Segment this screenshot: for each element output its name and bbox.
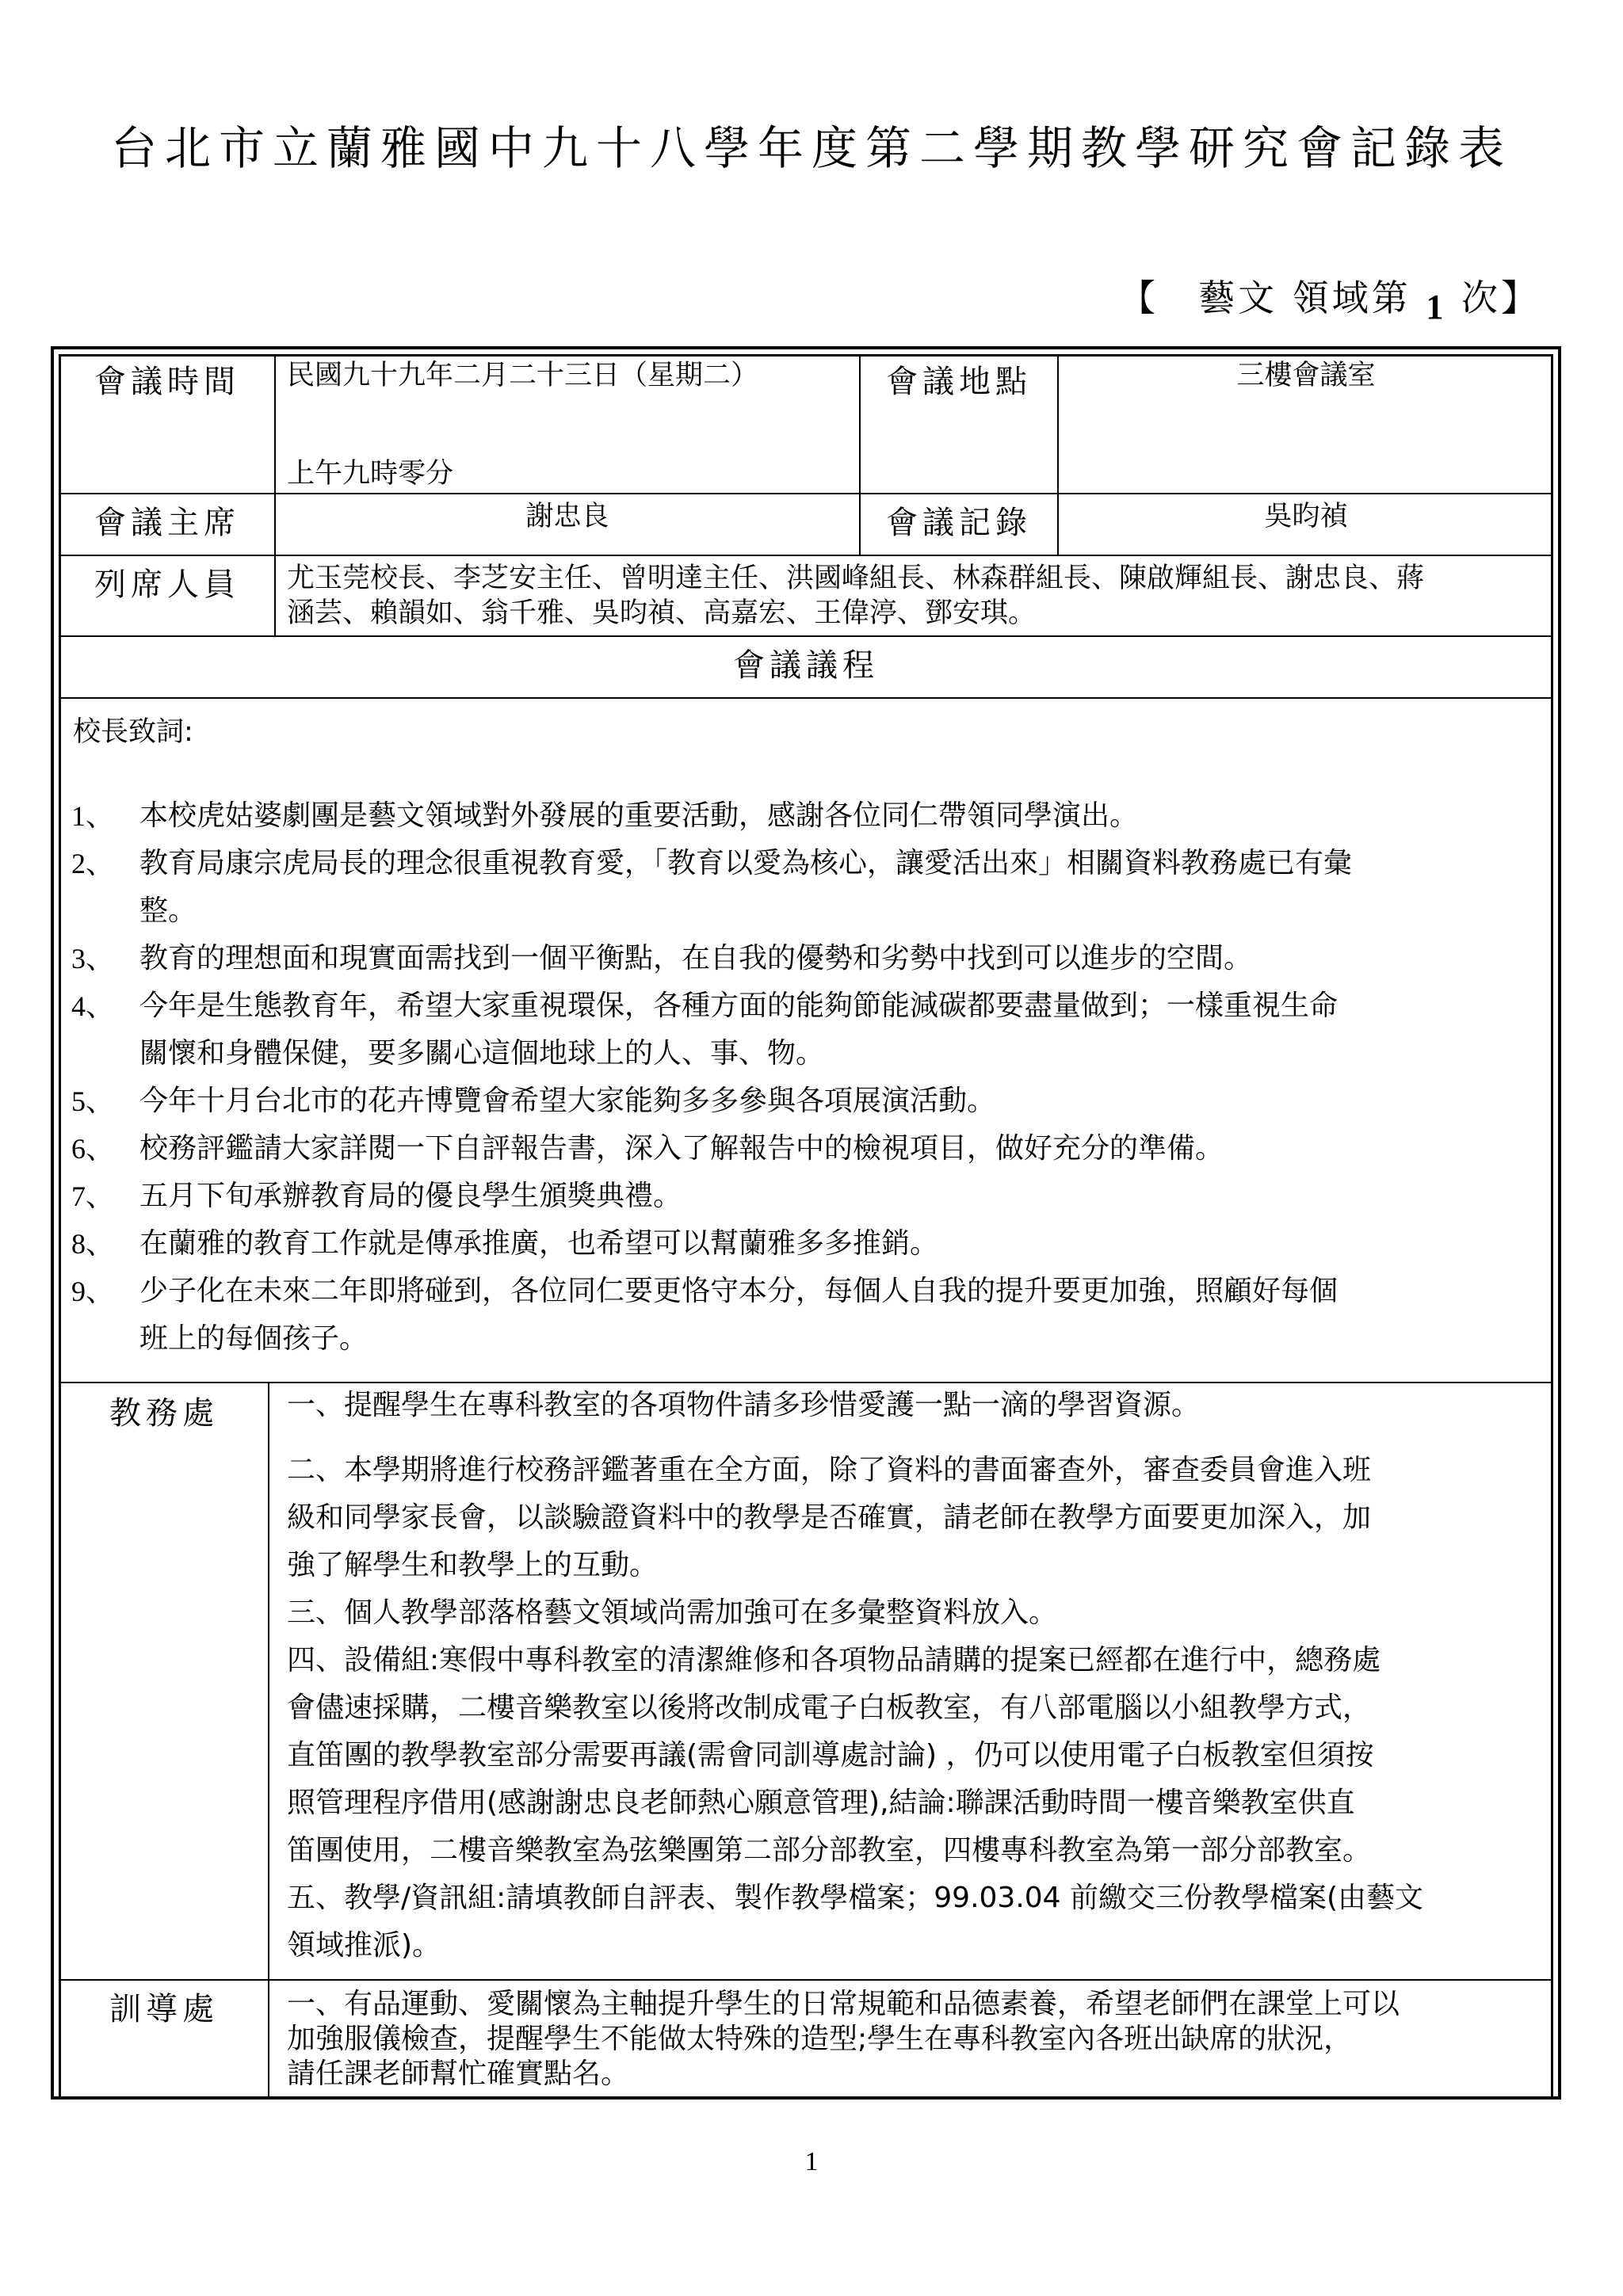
attendees-line-2: 涵芸、賴韻如、翁千雅、吳昀禎、高嘉宏、王偉渟、鄧安琪。 xyxy=(287,597,1037,629)
academic-affairs-line: 會儘速採購，二樓音樂教室以後將改制成電子白板教室，有八部電腦以小組教學方式， xyxy=(287,1691,1372,1724)
principal-speech-heading: 校長致詞: xyxy=(73,716,193,748)
academic-affairs-line: 四、設備組:寒假中專科教室的清潔維修和各項物品請購的提案已經都在進行中，總務處 xyxy=(287,1644,1381,1676)
meeting-chair-label: 會議主席 xyxy=(94,505,240,541)
academic-affairs-line: 一、提醒學生在專科教室的各項物件請多珍惜愛護一點一滴的學習資源。 xyxy=(287,1389,1201,1421)
academic-affairs-line: 照管理程序借用(感謝謝忠良老師熱心願意管理),結論:聯課活動時間一樓音樂教室供直 xyxy=(287,1787,1355,1819)
subtitle-suffix: 次】 xyxy=(1461,277,1541,319)
meeting-time-label: 會議時間 xyxy=(94,364,240,400)
academic-affairs-line: 領域推派)。 xyxy=(287,1929,441,1962)
list-item-number: 5、 xyxy=(71,1085,115,1117)
column-divider xyxy=(274,354,276,635)
row-divider xyxy=(59,697,1553,699)
list-item-text: 班上的每個孩子。 xyxy=(139,1322,369,1355)
meeting-recorder-value: 吳昀禎 xyxy=(1264,501,1348,532)
attendees-line-1: 尤玉莞校長、李芝安主任、曾明達主任、洪國峰組長、林森群組長、陳啟輝組長、謝忠良、蔣 xyxy=(287,563,1425,594)
meeting-place-value: 三樓會議室 xyxy=(1236,360,1376,391)
list-item-text: 關懷和身體保健，要多關心這個地球上的人、事、物。 xyxy=(139,1037,825,1070)
page-number: 1 xyxy=(804,2147,819,2176)
list-item-text: 五月下旬承辦教育局的優良學生頒獎典禮。 xyxy=(139,1180,682,1212)
academic-affairs-line: 強了解學生和教學上的互動。 xyxy=(287,1549,659,1581)
list-item-text: 整。 xyxy=(139,894,197,927)
guidance-office-line: 請任課老師幫忙確實點名。 xyxy=(287,2058,630,2090)
list-item-number: 8、 xyxy=(71,1228,115,1260)
academic-affairs-line: 五、教學/資訊組:請填教師自評表、製作教學檔案；99.03.04 前繳交三份教學檔案(由藝文 xyxy=(287,1882,1424,1914)
list-item-number: 4、 xyxy=(71,990,115,1022)
list-item-number: 2、 xyxy=(71,848,115,879)
document-subtitle xyxy=(1119,269,1541,326)
academic-affairs-line: 級和同學家長會，以談驗證資料中的教學是否確實，請老師在教學方面要更加深入，加 xyxy=(287,1501,1372,1534)
list-item-text: 教育的理想面和現實面需找到一個平衡點，在自我的優勢和劣勢中找到可以進步的空間。 xyxy=(139,942,1253,974)
list-item-text: 今年是生態教育年，希望大家重視環保，各種方面的能夠節能減碳都要盡量做到；一樣重視生命 xyxy=(139,990,1338,1022)
list-item-text: 少子化在未來二年即將碰到，各位同仁要更恪守本分，每個人自我的提升要更加強，照顧好每個 xyxy=(139,1275,1338,1307)
list-item-number: 3、 xyxy=(71,943,115,974)
list-item-number: 1、 xyxy=(71,800,115,832)
meeting-place-label: 會議地點 xyxy=(886,364,1032,400)
column-divider xyxy=(268,1382,269,2100)
row-divider xyxy=(59,493,1553,494)
guidance-office-line: 加強服儀檢查，提醒學生不能做太特殊的造型;學生在專科教室內各班出缺席的狀況， xyxy=(287,2023,1353,2055)
meeting-time-hour: 上午九時零分 xyxy=(287,458,454,490)
meeting-time-date: 民國九十九年二月二十三日（星期二） xyxy=(287,360,759,391)
row-divider xyxy=(59,555,1553,556)
subtitle-prefix: 【 藝文 領域第 xyxy=(1119,277,1411,319)
list-item-text: 今年十月台北市的花卉博覽會希望大家能夠多多參與各項展演活動。 xyxy=(139,1085,996,1117)
academic-affairs-line: 笛團使用，二樓音樂教室為弦樂團第二部分部教室，四樓專科教室為第一部分部教室。 xyxy=(287,1834,1372,1867)
guidance-office-label: 訓導處 xyxy=(109,1991,219,2027)
meeting-chair-value: 謝忠良 xyxy=(525,501,609,532)
attendees-label: 列席人員 xyxy=(94,566,240,603)
guidance-office-line: 一、有品運動、愛關懷為主軸提升學生的日常規範和品德素養，希望老師們在課堂上可以 xyxy=(287,1988,1400,2020)
academic-affairs-line: 三、個人教學部落格藝文領域尚需加強可在多彙整資料放入。 xyxy=(287,1596,1058,1629)
row-divider xyxy=(59,635,1553,637)
academic-affairs-label: 教務處 xyxy=(109,1395,219,1432)
subtitle-meeting-number: 1 xyxy=(1426,288,1447,326)
list-item-text: 校務評鑑請大家詳閱一下自評報告書，深入了解報告中的檢視項目，做好充分的準備。 xyxy=(139,1132,1224,1165)
list-item-number: 6、 xyxy=(71,1133,115,1165)
document-title: 台北市立蘭雅國中九十八學年度第二學期教學研究會記錄表 xyxy=(110,121,1512,175)
list-item-text: 本校虎姑婆劇團是藝文領域對外發展的重要活動，感謝各位同仁帶領同學演出。 xyxy=(139,799,1139,832)
agenda-heading: 會議議程 xyxy=(733,647,879,684)
list-item-text: 在蘭雅的教育工作就是傳承推廣，也希望可以幫蘭雅多多推銷。 xyxy=(139,1227,939,1260)
list-item-text: 教育局康宗虎局長的理念很重視教育愛，「教育以愛為核心，讓愛活出來」相關資料教務處已有彙 xyxy=(139,847,1353,879)
academic-affairs-line: 直笛團的教學教室部分需要再議(需會同訓導處討論) ，仍可以使用電子白板教室但須按 xyxy=(287,1739,1374,1772)
meeting-recorder-label: 會議記錄 xyxy=(886,505,1032,541)
list-item-number: 9、 xyxy=(71,1276,115,1307)
list-item-number: 7、 xyxy=(71,1180,115,1212)
academic-affairs-line: 二、本學期將進行校務評鑑著重在全方面，除了資料的書面審查外，審查委員會進入班 xyxy=(287,1454,1372,1486)
